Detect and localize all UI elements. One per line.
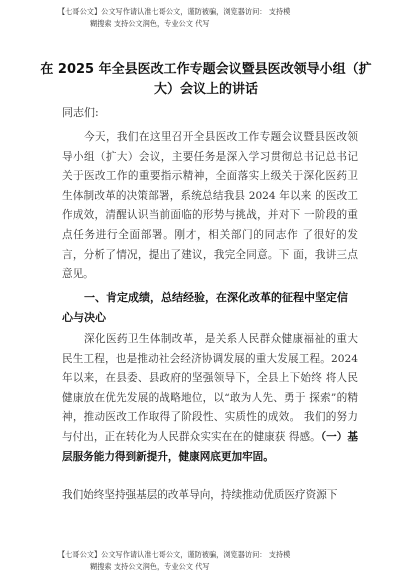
page-footer [58,549,358,573]
header-line-1: 【七哥公文】公文写作请认准七哥公文，谨防被骗，浏览器访问： 支持模 [58,7,291,16]
page-header [58,6,358,30]
subheading-1: （一）基层服务能力得到新提升，健康网底更加牢固。 [62,430,358,463]
header-line-2: 糊搜索 支持公文润色，专业公文 代写 [90,19,210,28]
footer-line-1: 【七哥公文】公文写作请认准七哥公文，谨防被骗，浏览器访问： 支持模 [58,550,291,559]
paragraph-intro: 今天，我们在这里召开全县医改工作专题会议暨县医改领导小组（扩大）会议，主要任务是深入学习贯彻总书记总书记关于医改工作的重要指示精神，全面落实上级关于深化医药卫生体制改革的决策部署，系统总结我县 2024 年以来 的医改工作成效，清醒认识当前面临的形势与挑战，并对下 一阶段的重点任务进行全面部署。刚才，相关部门的同志作 了很好的发言，分析了情况，提出了建议，我完全同意。下 面，我讲三点意见。 [62,131,358,281]
paragraph-section1-text: 深化医药卫生体制改革，是关系人民群众健康福祉的重大民生工程，也是推动社会经济协调发展的重大发展工程。2024 年以来，在县委、县政府的坚强领导下，全县上下始终 将人民健康放在优先发展的战略地位，以“敢为人先、勇于 探索”的精神，推动医改工作取得了阶段性、实质性的成效。 我们的努力与付出，正在转化为人民群众实实在在的健康获 得感。 [62,333,358,443]
section-heading-1: 一、肯定成绩，总结经验，在深化改革的征程中坚定信心与决心 [62,291,348,324]
paragraph-section1 [62,330,358,467]
footer-line-2: 糊搜索 支持公文润色，专业公文 代写 [90,562,210,571]
document-title: 在 2025 年全县医改工作专题会议暨县医改领导小组（扩大）会议上的讲话 [40,62,372,97]
salutation: 同志们: [62,106,99,119]
paragraph-continued: 我们始终坚持强基层的改革导向，持续推动优质医疗资源下 [62,489,338,501]
